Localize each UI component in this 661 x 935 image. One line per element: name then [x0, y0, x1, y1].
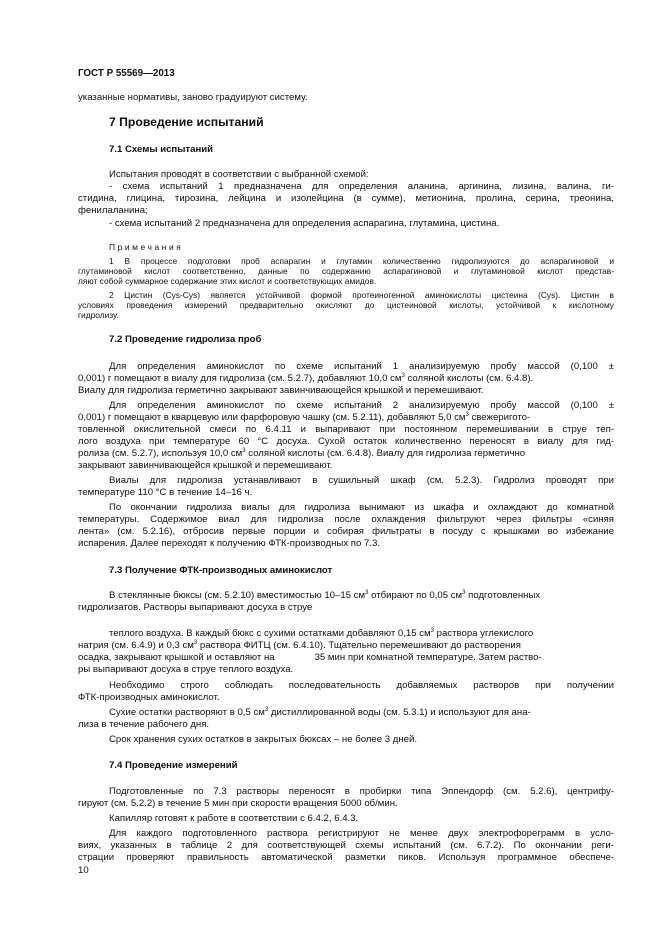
note-line: условиях проведения измерений предварительно окисляют до цистеиновой кислоты, устойчивой к кислотному [78, 300, 614, 310]
section-7-3-title: 7.3 Получение ФТК-производных аминокислот [109, 565, 333, 576]
paragraph-line: По окончании гидролиза виалы для гидролиза вынимают из шкафа и охлаждают до комнатной [109, 502, 614, 513]
note-line: гидролизу. [78, 310, 119, 320]
section-7-4-title: 7.4 Проведение измерений [109, 760, 238, 771]
paragraph-line: натрия (см. 6.4.9) и 0,3 $см^3$ раствора ФИТЦ (см. 6.4.10). Тщательно перемешивают до растворения [78, 640, 521, 651]
paragraph-line: испарения. Далее переходят к получению ФТК-производных по 7.3. [78, 538, 380, 549]
paragraph-line: стидина, глицина, тирозина, лейцина и изолейцина (в сумме), метионина, пролина, серина, треонина, [78, 193, 614, 204]
notes-label: Примечания [109, 242, 184, 252]
section-7-2-title: 7.2 Проведение гидролиза проб [109, 334, 262, 345]
paragraph-line: Испытания проводят в соответствии с выбранной схемой: [109, 169, 369, 180]
paragraph-line: Срок хранения сухих остатков в закрытых бюксах – не более 3 дней. [109, 734, 418, 745]
paragraph-line: Виалы для гидролиза устанавливают в сушильный шкаф (см. 5.2.3). Гидролиз проводят при [109, 475, 614, 486]
paragraph-line: гируют (см. 5.2.2) в течение 5 мин при скорости вращения 5000 об/мин. [78, 798, 398, 809]
note-line: глутаминовой кислот соответственно, данные по содержанию аспарагиновой и глутаминовой кислот представ- [78, 266, 614, 276]
paragraph-line: страции проверяют правильность автоматической разметки пиков. Используя программное обеспече- [78, 852, 614, 863]
paragraph-line: Необходимо строго соблюдать последовательность добавляемых растворов при получении [109, 680, 614, 691]
paragraph-line: - схема испытаний 1 предназначена для определения аланина, аргинина, лизина, валина, ги- [109, 181, 614, 192]
paragraph-line: Виалу для гидролиза герметично закрывают завинчивающейся крышкой и перемешивают. [78, 385, 484, 396]
section-7-1-title: 7.1 Схемы испытаний [109, 144, 214, 155]
paragraph-line: лого воздуха при температуре 60 °С досуха. Сухой остаток количественно переносят в виалу для гид- [78, 436, 614, 447]
paragraph-line: закрывают завинчивающейся крышкой и перемешивают. [78, 460, 333, 471]
paragraph-line: фенилаланина; [78, 205, 148, 216]
paragraph-line: товленной окислительной смеси по 6.4.11 и выпаривают при постоянном перемешивании в струе теп- [78, 424, 614, 435]
paragraph-line: теплого воздуха. В каждый бюкс с сухими остатками добавляют 0,15 $см^3$ раствора углекислого [109, 628, 534, 639]
paragraph-line: лента» (см. 5.2.16), отбросив первые порции и собирая фильтраты в посуду с крышками во избежание [78, 526, 614, 537]
note-line: 2 Цистин (Cys-Cys) является устойчивой формой протеиногенной аминокислоты цистеина (Cys). Цистин в [109, 290, 614, 300]
paragraph-line: Для каждого подготовленного раствора регистрируют не менее двух электрофореграмм в усло- [109, 828, 614, 839]
intro-text: указанные нормативы, заново градуируют систему. [78, 92, 308, 103]
paragraph-line: 0,001) г помещают в виалу для гидролиза (см. 5.2.7), добавляют 10,0 $см^3$ соляной кислоты (см. 6.4.8). [78, 373, 534, 384]
note-line: ляют собой суммарное содержание этих кислот и соответствующих амидов. [78, 276, 377, 286]
paragraph-line: Для определения аминокислот по схеме испытаний 2 анализируемую пробу массой (0,100 ± [109, 400, 614, 411]
paragraph-line: Сухие остатки растворяют в 0,5 $см^3$ дистиллированной воды (см. 5.3.1) и используют для ана- [109, 707, 531, 718]
document-id: ГОСТ Р 55569—2013 [78, 68, 175, 79]
paragraph-line: виях, указанных в таблице 2 для соответствующей схемы испытаний (см. 6.7.2). По окончании реги- [78, 840, 614, 851]
section-7-title: 7 Проведение испытаний [109, 115, 264, 129]
paragraph-line: Для определения аминокислот по схеме испытаний 1 анализируемую пробу массой (0,100 ± [109, 361, 614, 372]
paragraph-line: ролиза (см. 5.2.7), используя 10,0 $см^3$ соляной кислоты (см. 6.4.8). Виалу для гидролиза герметично [78, 448, 526, 459]
paragraph-line: температуре 110 °С в течение 14–16 ч. [78, 487, 253, 498]
paragraph-line: лиза в течение рабочего дня. [78, 719, 210, 730]
paragraph-line: температуры. Содержимое виал для гидролиза после охлаждения фильтруют через фильтры «синяя [78, 514, 614, 525]
paragraph-line: 0,001) г помещают в кварцевую или фарфоровую чашку (см. 5.2.11), добавляют 5,0 $см^3$ свежеригото- [78, 412, 531, 423]
paragraph-line: Подготовленные по 7.3 растворы переносят в пробирки типа Эппендорф (см. 5.2.6), центрифу- [109, 786, 614, 797]
paragraph-line: осадка, закрывают крышкой и оставляют на 35 мин при комнатной температуре. Затем раство- [78, 652, 542, 663]
paragraph-line: гидролизатов. Растворы выпаривают досуха в струе [78, 602, 313, 613]
paragraph-line: Капилляр готовят к работе в соответствии с 6.4.2, 6.4.3. [109, 813, 359, 824]
paragraph-line: ры выпаривают досуха в струе теплого воздуха. [78, 664, 294, 675]
paragraph-line: В стеклянные бюксы (см. 5.2.10) вместимостью 10–15 $см^3$ отбирают по 0,05 $см^3$ подготовленных [109, 590, 541, 601]
note-line: 1 В процессе подготовки проб аспарагин и глутамин количественно гидролизуются до аспарагиновой и [109, 256, 614, 266]
paragraph-line: - схема испытаний 2 предназначена для определения аспарагина, глутамина, цистина. [109, 218, 500, 229]
page-number: 10 [78, 865, 89, 876]
paragraph-line: ФТК-производных аминокислот. [78, 692, 220, 703]
